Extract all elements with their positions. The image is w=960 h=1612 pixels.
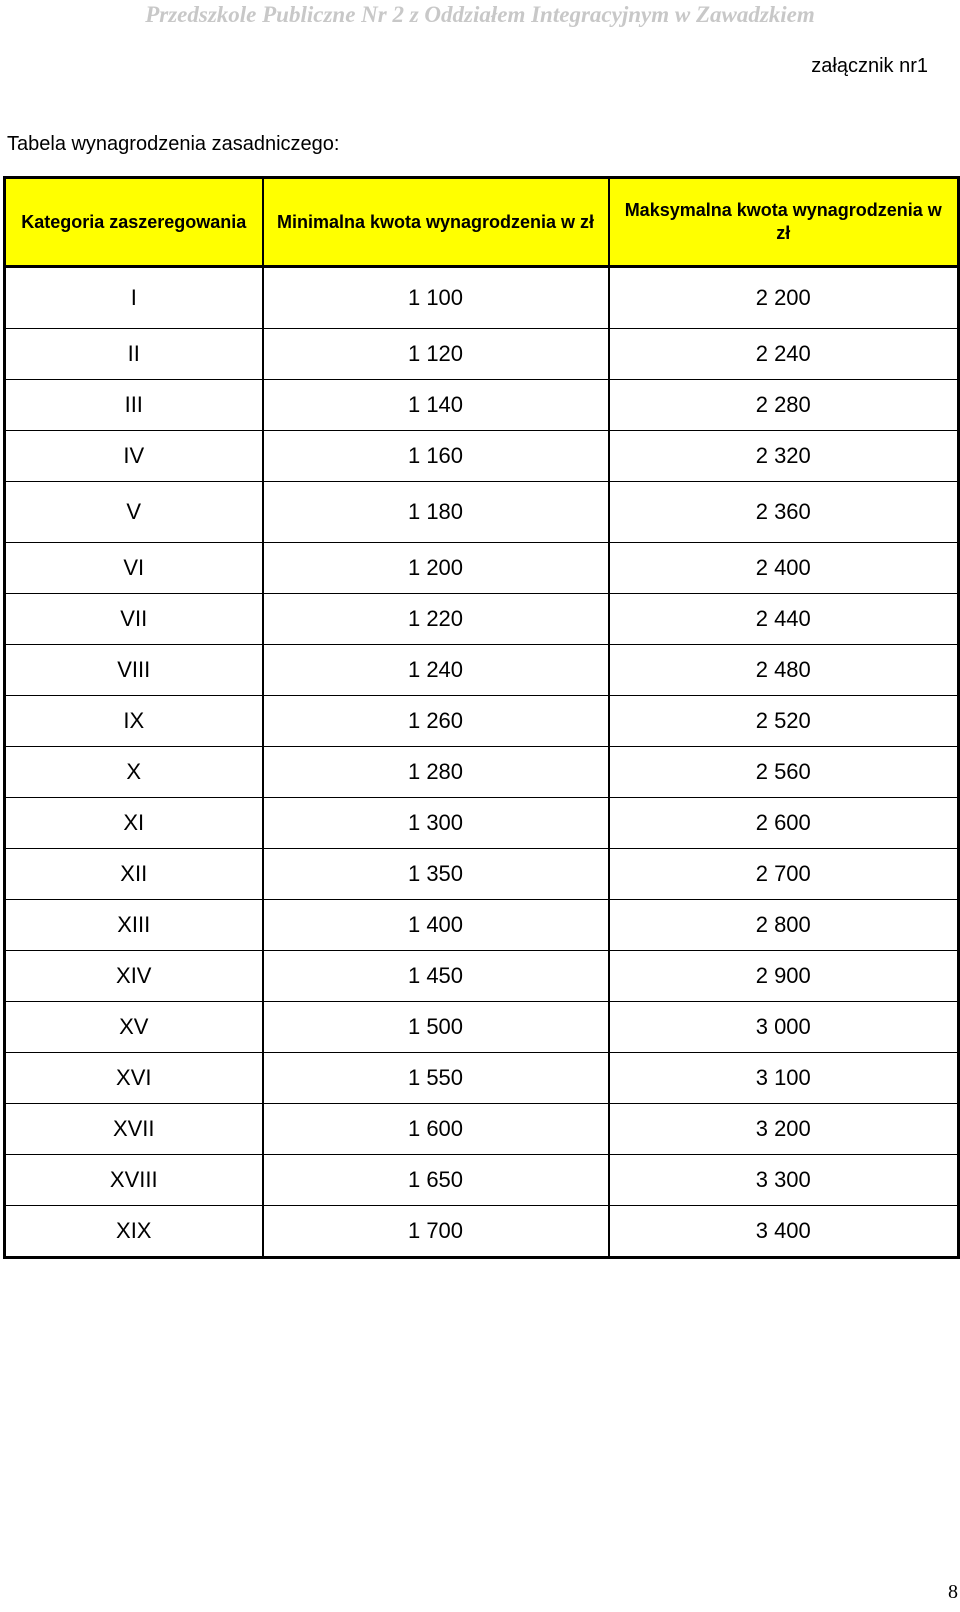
min-amount-cell: 1 240 xyxy=(263,645,609,696)
table-row xyxy=(5,1002,959,1053)
min-amount-cell: 1 600 xyxy=(263,1104,609,1155)
table-row xyxy=(5,329,959,380)
category-cell: VI xyxy=(5,543,263,594)
page-number: 8 xyxy=(948,1581,958,1603)
table-row xyxy=(5,267,959,329)
min-amount-cell: 1 350 xyxy=(263,849,609,900)
table-row xyxy=(5,951,959,1002)
min-amount-cell: 1 200 xyxy=(263,543,609,594)
column-header-min-amount: Minimalna kwota wynagrodzenia w zł xyxy=(263,178,609,267)
category-cell: V xyxy=(5,482,263,543)
category-cell: VII xyxy=(5,594,263,645)
min-amount-cell: 1 500 xyxy=(263,1002,609,1053)
min-amount-cell: 1 550 xyxy=(263,1053,609,1104)
min-amount-cell: 1 160 xyxy=(263,431,609,482)
category-cell: XI xyxy=(5,798,263,849)
category-cell: X xyxy=(5,747,263,798)
table-row xyxy=(5,1206,959,1258)
salary-table xyxy=(3,176,960,1259)
min-amount-cell: 1 300 xyxy=(263,798,609,849)
table-row xyxy=(5,431,959,482)
max-amount-cell: 3 400 xyxy=(609,1206,959,1258)
max-amount-cell: 2 560 xyxy=(609,747,959,798)
table-row xyxy=(5,900,959,951)
table-row xyxy=(5,747,959,798)
min-amount-cell: 1 700 xyxy=(263,1206,609,1258)
table-row xyxy=(5,1104,959,1155)
category-cell: XII xyxy=(5,849,263,900)
column-header-max-amount: Maksymalna kwota wynagrodzenia w zł xyxy=(609,178,959,267)
table-row xyxy=(5,594,959,645)
min-amount-cell: 1 120 xyxy=(263,329,609,380)
max-amount-cell: 3 300 xyxy=(609,1155,959,1206)
category-cell: III xyxy=(5,380,263,431)
category-cell: XVIII xyxy=(5,1155,263,1206)
min-amount-cell: 1 450 xyxy=(263,951,609,1002)
min-amount-cell: 1 100 xyxy=(263,267,609,329)
min-amount-cell: 1 650 xyxy=(263,1155,609,1206)
max-amount-cell: 2 600 xyxy=(609,798,959,849)
category-cell: VIII xyxy=(5,645,263,696)
max-amount-cell: 2 800 xyxy=(609,900,959,951)
table-row xyxy=(5,645,959,696)
table-title: Tabela wynagrodzenia zasadniczego: xyxy=(7,133,340,155)
table-row xyxy=(5,482,959,543)
min-amount-cell: 1 220 xyxy=(263,594,609,645)
max-amount-cell: 2 360 xyxy=(609,482,959,543)
category-cell: IX xyxy=(5,696,263,747)
min-amount-cell: 1 260 xyxy=(263,696,609,747)
category-cell: XIV xyxy=(5,951,263,1002)
table-header-row xyxy=(5,178,959,267)
max-amount-cell: 2 280 xyxy=(609,380,959,431)
category-cell: XVII xyxy=(5,1104,263,1155)
min-amount-cell: 1 400 xyxy=(263,900,609,951)
column-header-category: Kategoria zaszeregowania xyxy=(5,178,263,267)
category-cell: XVI xyxy=(5,1053,263,1104)
max-amount-cell: 2 240 xyxy=(609,329,959,380)
max-amount-cell: 2 320 xyxy=(609,431,959,482)
min-amount-cell: 1 180 xyxy=(263,482,609,543)
table-row xyxy=(5,798,959,849)
table-row xyxy=(5,380,959,431)
max-amount-cell: 3 200 xyxy=(609,1104,959,1155)
table-row xyxy=(5,849,959,900)
max-amount-cell: 3 000 xyxy=(609,1002,959,1053)
table-row xyxy=(5,543,959,594)
table-row xyxy=(5,696,959,747)
table-row xyxy=(5,1053,959,1104)
document-header-watermark: Przedszkole Publiczne Nr 2 z Oddziałem Integracyjnym w Zawadzkiem xyxy=(145,2,815,27)
table-body xyxy=(5,267,959,1258)
min-amount-cell: 1 280 xyxy=(263,747,609,798)
max-amount-cell: 2 520 xyxy=(609,696,959,747)
max-amount-cell: 2 700 xyxy=(609,849,959,900)
attachment-label: załącznik nr1 xyxy=(811,55,928,77)
max-amount-cell: 2 480 xyxy=(609,645,959,696)
min-amount-cell: 1 140 xyxy=(263,380,609,431)
category-cell: XIII xyxy=(5,900,263,951)
category-cell: XIX xyxy=(5,1206,263,1258)
max-amount-cell: 2 440 xyxy=(609,594,959,645)
category-cell: XV xyxy=(5,1002,263,1053)
category-cell: II xyxy=(5,329,263,380)
table-row xyxy=(5,1155,959,1206)
max-amount-cell: 2 200 xyxy=(609,267,959,329)
category-cell: I xyxy=(5,267,263,329)
max-amount-cell: 3 100 xyxy=(609,1053,959,1104)
max-amount-cell: 2 900 xyxy=(609,951,959,1002)
category-cell: IV xyxy=(5,431,263,482)
max-amount-cell: 2 400 xyxy=(609,543,959,594)
